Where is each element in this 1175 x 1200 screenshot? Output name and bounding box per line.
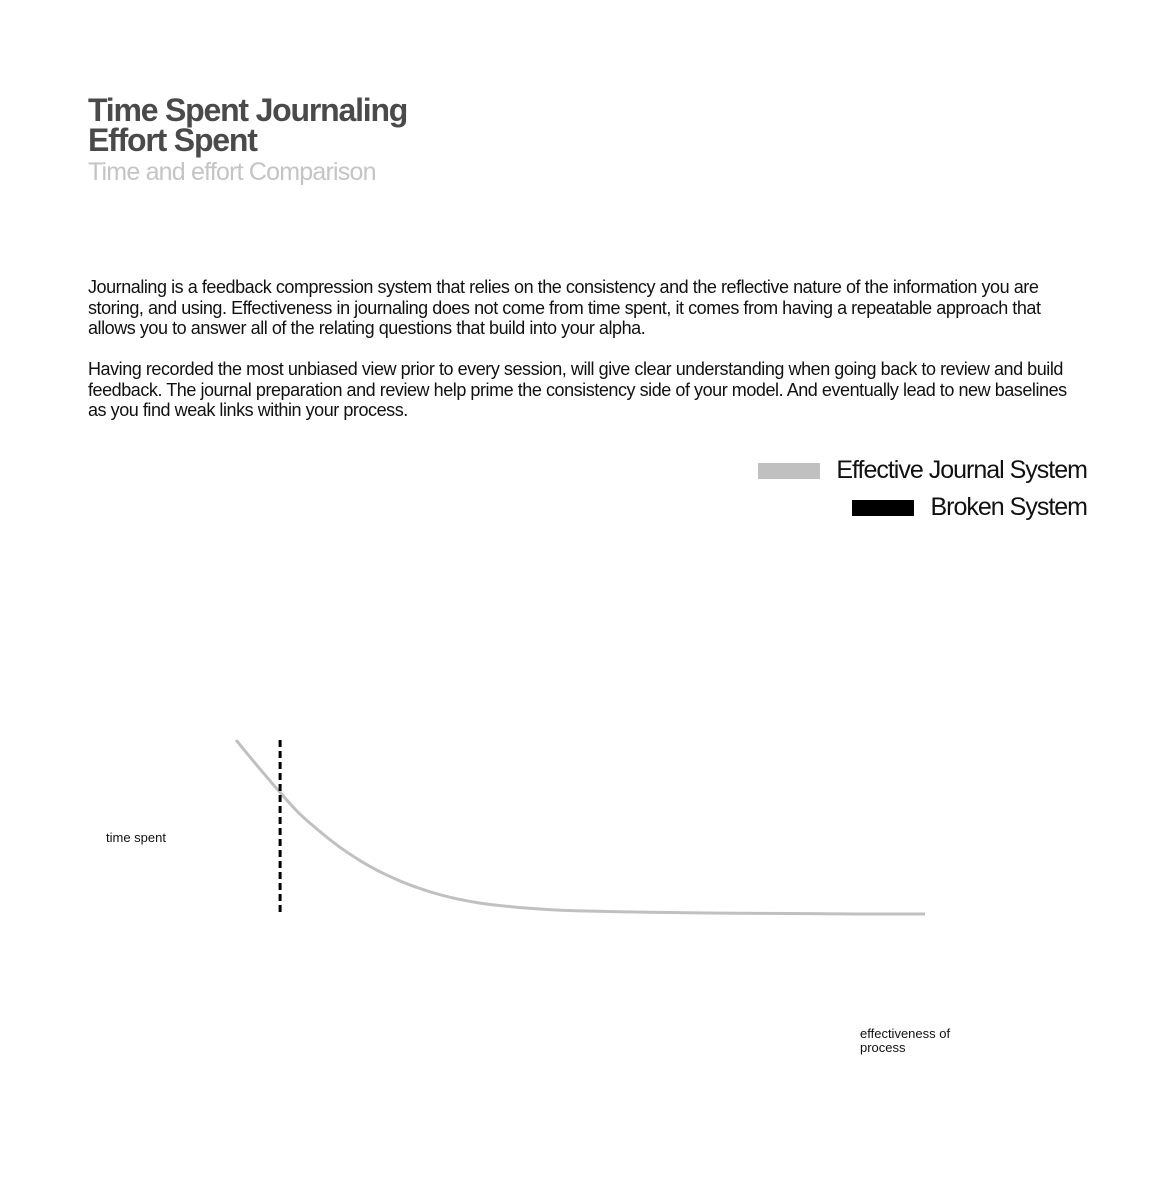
title-line-2: Effort Spent (88, 122, 257, 158)
x-axis-label: effectiveness of process (860, 1026, 951, 1055)
description-paragraph-2: Having recorded the most unbiased view prior to every session, will give clear understanding when going back to review and build feedback. The journal preparation and review help prime the consistency side of your model. And eventually lead to new baselines as you find weak links within your process. (88, 359, 1067, 420)
description-paragraph-1: Journaling is a feedback compression system that relies on the consistency and the reflective nature of the information you are storing, and using. Effectiveness in journaling does not come from time spent, it comes from having a repeatable approach that allows you to answer all of the relating questions that build into your alpha. (88, 277, 1041, 338)
y-axis-label: time spent (106, 830, 166, 845)
chart-subtitle: Time and effort Comparison (88, 158, 376, 186)
legend-label-effective-journal-system: Effective Journal System (836, 456, 1087, 484)
title-line-1: Time Spent Journaling (88, 92, 408, 128)
legend-label-broken-system: Broken System (930, 493, 1087, 521)
series-line-effective-journal-system (236, 740, 925, 914)
